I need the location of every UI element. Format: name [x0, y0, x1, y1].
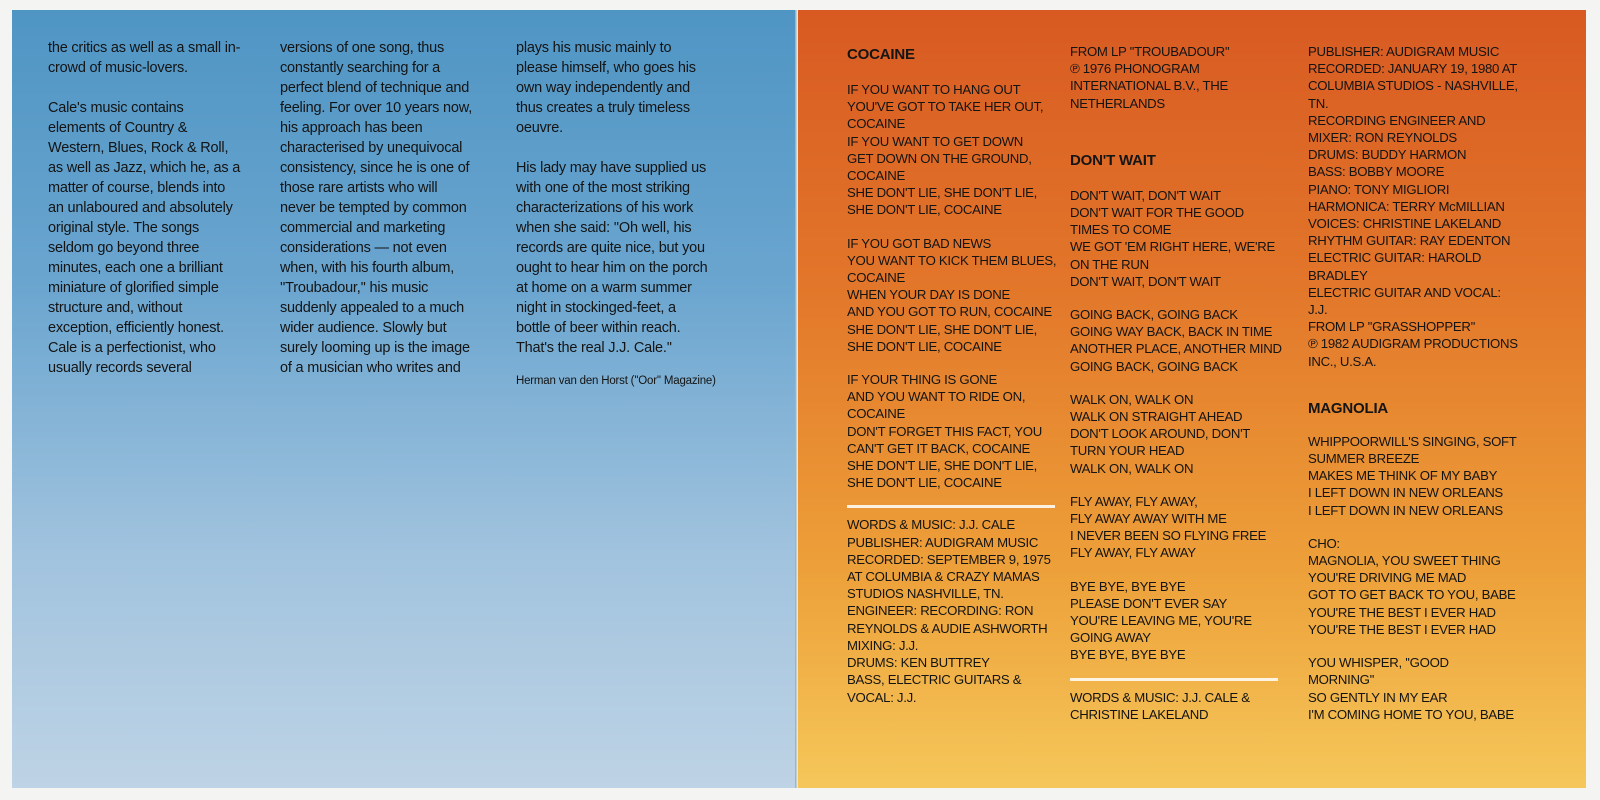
essay-column-1 [48, 38, 270, 398]
right-page [798, 10, 1586, 788]
lyric-verse: WHIPPOORWILL'S SINGING, SOFT SUMMER BREEZE MAKES ME THINK OF MY BABY I LEFT DOWN IN NEW ORLEANS I LEFT DOWN IN NEW ORLEANS [1308, 433, 1517, 518]
lyric-verse: WALK ON, WALK ON WALK ON STRAIGHT AHEAD DON'T LOOK AROUND, DON'T TURN YOUR HEAD WALK ON, WALK ON [1070, 391, 1251, 476]
essay-paragraph: versions of one song, thus constantly searching for a perfect blend of technique and feeling. For over 10 years now, his approach has been characterised by unequivocal consistency, since he is one of those rare artists who will never be tempted by common commercial and marketing considerations — not even when, with his fourth album, ''Troubadour,'' his music suddenly appealed to a much wider audience. Slowly but surely looming up is the image of a musician who writes and [280, 40, 473, 376]
song-credits: WORDS & MUSIC: J.J. CALE & CHRISTINE LAKELAND [1070, 689, 1250, 722]
song-title-cocaine: COCAINE [847, 46, 915, 63]
lyric-verse: IF YOU WANT TO HANG OUT YOU'VE GOT TO TAKE HER OUT, COCAINE IF YOU WANT TO GET DOWN GET DOWN ON THE GROUND, COCAINE SHE DON'T LIE, SHE DON'T LIE, SHE DON'T LIE, COCAINE [847, 82, 1044, 218]
left-page [12, 10, 798, 788]
essay-paragraph: the critics as well as a small in- crowd of music-lovers. [48, 40, 241, 76]
essay-paragraph: Cale's music contains elements of Country & Western, Blues, Rock & Roll, as well as Jazz, which he, as a matter of course, blends into an unlaboured and absolutely original style. The songs seldom go beyond three minutes, each one a brilliant miniature of glorified simple structure and, without exception, efficiently honest. Cale is a perfectionist, who usually records several [48, 100, 241, 376]
author-credit: Herman van den Horst (''Oor'' Magazine) [516, 375, 716, 387]
lyric-verse: DON'T WAIT, DON'T WAIT DON'T WAIT FOR THE GOOD TIMES TO COME WE GOT 'EM RIGHT HERE, WE'RE ON THE RUN DON'T WAIT, DON'T WAIT [1070, 187, 1275, 289]
lyric-verse: BYE BYE, BYE BYE PLEASE DON'T EVER SAY YOU'RE LEAVING ME, YOU'RE GOING AWAY BYE BYE, BYE BYE [1070, 578, 1252, 663]
lyric-verse: YOU WHISPER, ''GOOD MORNING'' SO GENTLY IN MY EAR I'M COMING HOME TO YOU, BABE [1308, 655, 1514, 722]
essay-paragraph: His lady may have supplied us with one of the most striking characterizations of his work when she said: ''Oh well, his records are quite nice, but you ought to hear him on the porch at home on a warm summer night in stockinged-feet, a bottle of beer within reach. That's the real J.J. Cale.'' [516, 160, 708, 356]
divider [847, 505, 1055, 508]
song-title-magnolia: MAGNOLIA [1308, 399, 1389, 417]
lyrics-column-3 [1308, 43, 1538, 739]
song-credits: WORDS & MUSIC: J.J. CALE PUBLISHER: AUDIGRAM MUSIC RECORDED: SEPTEMBER 9, 1975 AT COLUMBIA & CRAZY MAMAS STUDIOS NASHVILLE, TN. ENGINEER: RECORDING: RON REYNOLDS & AUDIE ASHWORTH MIXING: J.J. DRUMS: KEN BUTTREY BASS, ELECTRIC GUITARS & VOCAL: J.J. [847, 517, 1051, 705]
lyric-verse: GOING BACK, GOING BACK GOING WAY BACK, BACK IN TIME ANOTHER PLACE, ANOTHER MIND GOING BACK, GOING BACK [1070, 307, 1282, 374]
song-credits: PUBLISHER: AUDIGRAM MUSIC RECORDED: JANUARY 19, 1980 AT COLUMBIA STUDIOS - NASHVILLE, TN. RECORDING ENGINEER AND MIXER: RON REYNOLDS DRUMS: BUDDY HARMON BASS: BOBBY MOORE PIANO: TONY MIGLIORI HARMONICA: TERRY McMILLIAN VOICES: CHRISTINE LAKELAND RHYTHM GUITAR: RAY EDENTON ELECTRIC GUITAR: HAROLD BRADLEY ELECTRIC GUITAR AND VOCAL: J.J. FROM LP ''GRASSHOPPER'' ℗ 1982 AUDIGRAM PRODUCTIONS INC., U.S.A. [1308, 44, 1518, 369]
lyric-verse: IF YOU GOT BAD NEWS YOU WANT TO KICK THEM BLUES, COCAINE WHEN YOUR DAY IS DONE AND YOU GOT TO RUN, COCAINE SHE DON'T LIE, SHE DON'T LIE, SHE DON'T LIE, COCAINE [847, 235, 1057, 354]
essay-column-3 [516, 38, 746, 408]
divider [1070, 678, 1278, 681]
lyric-verse: CHO: MAGNOLIA, YOU SWEET THING YOU'RE DRIVING ME MAD GOT TO GET BACK TO YOU, BABE YOU'RE THE BEST I EVER HAD YOU'RE THE BEST I EVER HAD [1308, 535, 1516, 637]
lyrics-column-1 [847, 46, 1069, 722]
lyric-verse: IF YOUR THING IS GONE AND YOU WANT TO RIDE ON, COCAINE DON'T FORGET THIS FACT, YOU CAN'T GET IT BACK, COCAINE SHE DON'T LIE, SHE DON'T LIE, SHE DON'T LIE, COCAINE [847, 372, 1042, 491]
album-info: FROM LP ''TROUBADOUR'' ℗ 1976 PHONOGRAM INTERNATIONAL B.V., THE NETHERLANDS [1070, 44, 1230, 111]
essay-column-2 [280, 38, 506, 398]
essay-paragraph: plays his music mainly to please himself, who goes his own way independently and thus creates a truly timeless oeuvre. [516, 40, 696, 136]
lyric-verse: FLY AWAY, FLY AWAY, FLY AWAY AWAY WITH ME I NEVER BEEN SO FLYING FREE FLY AWAY, FLY AWAY [1070, 493, 1267, 561]
lyrics-column-2 [1070, 43, 1296, 739]
song-title-dont-wait: DON'T WAIT [1070, 151, 1156, 169]
